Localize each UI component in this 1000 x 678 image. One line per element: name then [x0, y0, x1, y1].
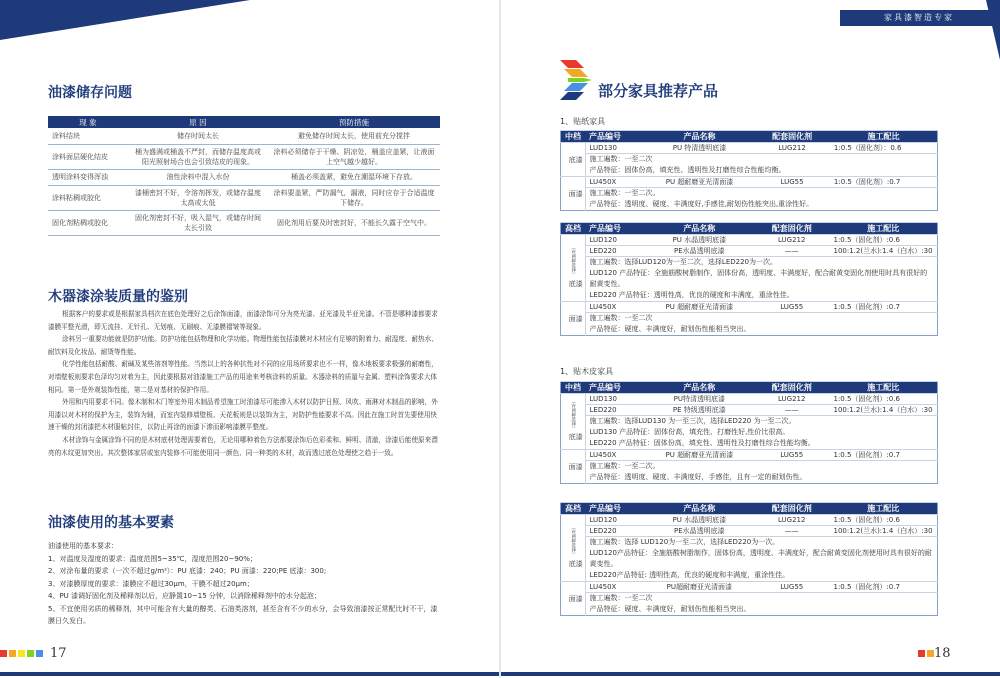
- description-line: 施工遍数：一至二次: [589, 594, 653, 602]
- table-cell: PU 水晶透明底漆: [645, 515, 754, 526]
- description-line: 施工遍数：选择LUD130 为一至三次，选择LED220 为一至二次。: [589, 417, 796, 425]
- col-header: 配套固化剂: [754, 131, 830, 143]
- table-cell: LUG212: [754, 235, 829, 246]
- paragraph: 根据客户的要求或是根据家具档次在底色处理好之后涂饰面漆，面漆涂饰可分为亮光漆、亚光漆及半亚光漆。不管是哪种漆都要求漆膜平整光滑，即无流挂、无针孔、无划痕、无刷痕、无漆膜褶皱等现象。: [48, 310, 438, 331]
- table-cell: LUG55: [754, 302, 829, 313]
- list-item: 1、对温度及湿度的要求：温度范围5~35℃，湿度范围20~90%；: [48, 554, 257, 563]
- side-label: [561, 515, 586, 582]
- table-cell: LU450X: [585, 450, 645, 461]
- col-header: 产品编号: [585, 503, 645, 515]
- grade-label: 高档: [561, 223, 586, 235]
- col-header: 施工配比: [829, 223, 937, 235]
- side-text: 底漆: [568, 155, 583, 164]
- table-cell: 涂料要盖紧，严防漏气，漏液，同时应存于合适温度下储存。: [268, 185, 440, 210]
- col-header: 配套固化剂: [754, 382, 829, 394]
- product-table: [560, 222, 938, 336]
- side-text: 底漆: [568, 279, 583, 288]
- side-text: 底漆: [568, 433, 583, 442]
- side-label: [561, 394, 586, 450]
- side-text: 面漆: [568, 189, 583, 198]
- stripe-swatch: [9, 650, 16, 657]
- table-cell: 涂料面层硬化结皮: [48, 144, 128, 169]
- table-cell: 透明涂料变得浑浊: [48, 169, 128, 185]
- table-cell: PE 特级透明底漆: [645, 405, 754, 416]
- table-cell: 1:0.5（固化剂）:0.7: [829, 302, 937, 313]
- table-cell: PE水晶透明底漆: [645, 246, 754, 257]
- table-row: [561, 526, 938, 537]
- side-note: （有两种选择）: [570, 525, 576, 557]
- col-header: 施工配比: [829, 503, 937, 515]
- side-label: [561, 235, 586, 302]
- grade-label: 中档: [561, 382, 586, 394]
- table-cell: 1:0.5（固化剂）:0.7: [829, 450, 937, 461]
- brand-arrow-icon: [560, 60, 596, 100]
- table-cell: 固化剂用后要及时密封好，不能长久露于空气中。: [268, 210, 440, 235]
- bottom-line: [0, 672, 499, 676]
- side-note: （有两种选择）: [570, 245, 576, 277]
- product-table-high-1: [560, 222, 938, 336]
- usage-body: [48, 540, 440, 628]
- table-cell: 储存时间太长: [128, 128, 268, 144]
- color-stripes: [0, 650, 45, 657]
- table-cell: LUD130: [585, 143, 645, 154]
- usage-intro: 油漆使用的基本要求：: [48, 542, 118, 550]
- side-text: 面漆: [568, 314, 583, 323]
- table-cell: LU450X: [585, 582, 645, 593]
- table-header-row: [561, 131, 938, 143]
- corner-decoration: [0, 0, 250, 40]
- description-cell: [585, 416, 938, 450]
- col-header: 产品编号: [585, 223, 645, 235]
- product-table: [560, 502, 938, 616]
- page-number: 17: [50, 646, 67, 661]
- section-label: 1、贴木皮家具: [560, 367, 614, 376]
- table-cell: 固化剂密封不好，吸入湿气，或储存时间太长引致: [128, 210, 268, 235]
- description-line: 施工遍数：一至二次。: [589, 462, 660, 470]
- table-cell: LUG55: [754, 582, 830, 593]
- table-cell: ——: [754, 246, 829, 257]
- page-divider: [499, 0, 501, 678]
- product-table: [560, 381, 938, 484]
- stripe-swatch: [18, 650, 25, 657]
- table-row: [561, 515, 938, 526]
- description-cell: [585, 461, 938, 484]
- table-cell: 1:0.5（固化剂）:0.6: [829, 394, 937, 405]
- storage-title: 油漆储存问题: [48, 85, 132, 101]
- col-header: 产品编号: [585, 131, 645, 143]
- table-cell: 1:0.5（固化剂）:0.6: [829, 515, 937, 526]
- table-cell: PU 特清透明底漆: [645, 143, 755, 154]
- table-row: [48, 169, 440, 185]
- description-line: 施工遍数：一至二次: [589, 155, 653, 163]
- table-cell: PU超耐磨亚光清面漆: [645, 582, 754, 593]
- header-bar: [840, 10, 1000, 26]
- description-line: 产品特征：固体份高，填充性、透明性及打磨性综合性能均衡。: [589, 166, 786, 174]
- description-line: LED220产品特征: 透明性高，优良的硬度和丰满度，重涂性佳。: [589, 571, 790, 579]
- table-cell: PU 超耐磨亚光清面漆: [645, 450, 754, 461]
- table-cell: PU 超耐磨亚光清面漆: [645, 302, 754, 313]
- table-header-row: [561, 223, 938, 235]
- page-number: 18: [934, 646, 951, 661]
- side-label: [561, 302, 586, 336]
- description-cell: [585, 188, 938, 211]
- table-cell: ——: [754, 405, 829, 416]
- page-title: 部分家具推荐产品: [598, 82, 719, 100]
- col-header: 产品编号: [585, 382, 645, 394]
- table-cell: LUG212: [754, 394, 829, 405]
- table-cell: 桶盖必须盖紧，避免在潮湿环境下存放。: [268, 169, 440, 185]
- table-header-row: [561, 382, 938, 394]
- side-label: [561, 177, 586, 211]
- description-line: 产品特征：透明度、硬度、丰满度好,手感佳,耐划伤性能突出,重涂性好。: [589, 200, 814, 208]
- product-table-mid-1: [560, 130, 938, 211]
- table-cell: LUG212: [754, 143, 830, 154]
- table-cell: LUD130: [585, 394, 645, 405]
- table-cell: 漆桶密封不好，令溶剂挥发，或储存温度太高或太低: [128, 185, 268, 210]
- table-cell: 1:0.5（固化剂）:0.7: [829, 582, 937, 593]
- description-cell: [585, 257, 938, 302]
- description-line: LED220 产品特征：透明性高，优良的硬度和丰满度，重涂性佳。: [589, 291, 794, 299]
- col-header: 配套固化剂: [754, 503, 830, 515]
- description-line: 产品特征：硬度、丰满度好，耐划伤性能相当突出。: [589, 605, 751, 613]
- table-cell: LUD120: [585, 515, 645, 526]
- corner-decoration-right: [986, 0, 1000, 60]
- table-cell: 油性涂料中混入水份: [128, 169, 268, 185]
- table-row: [48, 185, 440, 210]
- description-line: 产品特征：透明度、硬度、丰满度好，手感佳，且有一定的耐划伤性。: [589, 473, 807, 481]
- side-text: 面漆: [568, 462, 583, 471]
- table-row: [561, 177, 938, 188]
- stripe-swatch: [0, 650, 7, 657]
- grade-label: 高档: [561, 503, 586, 515]
- table-cell: 固化剂粘稠或胶化: [48, 210, 128, 235]
- description-line: 施工遍数：选择LUD120为一至二次，选择LED220为一次。: [589, 258, 777, 266]
- description-row: [561, 416, 938, 450]
- paragraph: 外用和内用要求不同。像木制和木门等室外用木制品希望施工时油漆尽可能渗入木材以防护日照、风吹、雨淋对木制品的影响，外用漆以对木材的保护为主，装饰为辅，而室内装修墙壁板、天花板则是以装饰为主，对防护性能要求不高。因此在施工时首先要使用快速干燥的封闭漆把木材服帖封住，以防止再涂的面漆下渗而影响漆膜平整度。: [48, 398, 438, 432]
- col-header: 现 象: [48, 116, 128, 128]
- col-header: 施工配比: [830, 131, 938, 143]
- quality-title: 木器漆涂装质量的鉴别: [48, 289, 188, 305]
- col-header: 产品名称: [645, 503, 754, 515]
- table-cell: 1:0.5（固化剂）:0.7: [830, 177, 938, 188]
- table-row: [561, 450, 938, 461]
- table-row: [48, 210, 440, 235]
- description-cell: [585, 313, 938, 336]
- description-row: [561, 593, 938, 616]
- description-row: [561, 154, 938, 177]
- col-header: 配套固化剂: [754, 223, 829, 235]
- description-line: LED220 产品特征：固体份高，填充性、透明性及打磨性综合性能均衡。: [589, 439, 815, 447]
- table-cell: 避免储存时间太长，使用前充分搅拌: [268, 128, 440, 144]
- col-header: 原 因: [128, 116, 268, 128]
- col-header: 产品名称: [645, 131, 755, 143]
- description-line: LUD120 产品特征：全施筋酸树脂制作，固体份高，透明度、丰满度好，配合耐黄变固化剂使用时具有很好的耐黄变性。: [589, 269, 928, 288]
- table-row: [561, 235, 938, 246]
- table-row: [561, 582, 938, 593]
- table-cell: LED220: [585, 526, 645, 537]
- side-label: [561, 450, 586, 484]
- table-row: [561, 394, 938, 405]
- side-note: （有两种选择）: [570, 398, 576, 431]
- product-table-mid-2: [560, 381, 938, 484]
- table-cell: LUG55: [754, 450, 829, 461]
- table-row: [561, 405, 938, 416]
- table-cell: LU450X: [585, 302, 645, 313]
- side-label: [561, 582, 586, 616]
- table-cell: 涂料结块: [48, 128, 128, 144]
- table-cell: 涂料必须储存于干燥、阴凉处，桶盖应盖紧，让液面上空气越少越好。: [268, 144, 440, 169]
- product-table: [560, 130, 938, 211]
- table-cell: 1:0.5（固化剂）：0.6: [830, 143, 938, 154]
- list-item: 2、对涂布量的要求（一次不超过g/m²）：PU 底漆：240；PU 面漆：220;PE 底漆：300;: [48, 567, 327, 575]
- table-row: [561, 302, 938, 313]
- table-row: [561, 143, 938, 154]
- table-row: [48, 128, 440, 144]
- table-cell: PU 水晶透明底漆: [645, 235, 754, 246]
- table-cell: ——: [754, 526, 830, 537]
- description-line: 产品特征：硬度、丰满度好，耐划伤性能相当突出。: [589, 325, 751, 333]
- grade-label: 中档: [561, 131, 586, 143]
- table-header-row: [561, 503, 938, 515]
- table-cell: LUG55: [754, 177, 830, 188]
- table-cell: 100:1.2(兰水):1.4（白水）:30: [829, 405, 937, 416]
- description-line: LUD130 产品特征：固体份高，填充性、打磨性好,性价比很高。: [589, 428, 790, 436]
- table-cell: PE水晶透明底漆: [645, 526, 754, 537]
- list-item: 5、不宜使用劣质的稀释剂，其中可能含有大量的醇类、石油类溶剂，甚至含有不少的水分，会导致油漆按正常配比时不干，漆膜日久发白。: [48, 604, 438, 625]
- header-tagline: 家具漆智造专家: [884, 13, 954, 22]
- paragraph: 化学性能包括耐酸、耐碱及某些溶剂等性能。当然以上的各种抗性对不同的应用场所要求也不一样，像木地板要求极强的耐磨性，对墙壁板则要求色泽均匀对着为主，因此要根据对油漆施工产品的用途来考核涂料的质量。木器涂料的质量与金属、塑料涂饰要求大体相同。第一是外观装饰性能，第二是对基材的保护作用。: [48, 360, 438, 394]
- list-item: 4、PU 漆调好固化剂及稀释剂以后，应静置10~15 分钟，以消除稀释剂中的水分起泡；: [48, 592, 321, 600]
- list-item: 3、对漆膜厚度的要求：漆膜应不超过30μm，干膜不超过20μm；: [48, 579, 254, 588]
- paragraph: 木材涂饰与金属涂饰不同的是木材底材处理需要着色，无论用哪种着色方法都要涂饰后色彩柔和、鲜明、清澈，涂漆后能使原来漂亮的木纹更加突出。其次整体家居或室内装修不可能使用同一颜色、同一种类的木材，故而透过底色处理使之趋于一致。: [48, 435, 438, 457]
- description-line: 施工遍数：一至二次。: [589, 189, 660, 197]
- col-header: 施工配比: [829, 382, 937, 394]
- description-cell: [585, 154, 938, 177]
- product-table-high-2: [560, 502, 938, 616]
- quality-body: [48, 308, 440, 459]
- table-cell: 100:1.2(兰水):1.4（白水）:30: [829, 526, 937, 537]
- stripe-swatch: [36, 650, 43, 657]
- paragraph: 涂料另一重要功能就是防护功能。防护功能包括物理和化学功能。物理性能包括漆膜对木材应有足够的附着力、耐湿度、耐热水、耐饮料及化妆品、耐烫等性能。: [48, 335, 438, 356]
- col-header: 预防措施: [268, 116, 440, 128]
- table-cell: LU450X: [585, 177, 645, 188]
- description-line: 施工遍数：选择 LUD120为一至二次，选择LED220为一次。: [589, 538, 780, 546]
- description-cell: [585, 593, 938, 616]
- stripe-swatch: [27, 650, 34, 657]
- usage-title: 油漆使用的基本要素: [48, 515, 174, 531]
- description-row: [561, 257, 938, 302]
- description-line: 施工遍数：一至二次: [589, 314, 653, 322]
- table-cell: 1:0.5（固化剂）:0.6: [829, 235, 937, 246]
- stripe-swatch: [918, 650, 925, 657]
- stripe-swatch: [927, 650, 934, 657]
- table-cell: PU 超耐磨亚光清面漆: [645, 177, 755, 188]
- description-cell: [585, 537, 938, 582]
- table-cell: LED220: [585, 246, 645, 257]
- table-cell: LED220: [585, 405, 645, 416]
- side-text: 底漆: [568, 559, 583, 568]
- table-cell: LUD120: [585, 235, 645, 246]
- description-row: [561, 537, 938, 582]
- description-line: LUD120产品特征：全施筋酸树脂制作，固体份高，透明度、丰满度好，配合耐黄变固化剂使用时具有很好的耐黄变性。: [589, 549, 932, 568]
- section-label: 1、贴纸家具: [560, 117, 606, 126]
- table-row: [561, 246, 938, 257]
- description-row: [561, 188, 938, 211]
- table-cell: 100:1.2(兰水):1.4（白水）:30: [829, 246, 937, 257]
- table-cell: LUG212: [754, 515, 830, 526]
- table-cell: PU特清透明底漆: [645, 394, 754, 405]
- col-header: 产品名称: [645, 223, 754, 235]
- bottom-line: [501, 672, 1000, 676]
- side-text: 面漆: [568, 594, 583, 603]
- table-row: [48, 144, 440, 169]
- description-row: [561, 313, 938, 336]
- table-cell: 桶为盛满或桶盖不严封，而储存温度高或阳光照射场合也会引致结皮的现象。: [128, 144, 268, 169]
- side-label: [561, 143, 586, 177]
- table-cell: 涂料粘稠或胶化: [48, 185, 128, 210]
- col-header: 产品名称: [645, 382, 754, 394]
- storage-table: [48, 116, 440, 236]
- description-row: [561, 461, 938, 484]
